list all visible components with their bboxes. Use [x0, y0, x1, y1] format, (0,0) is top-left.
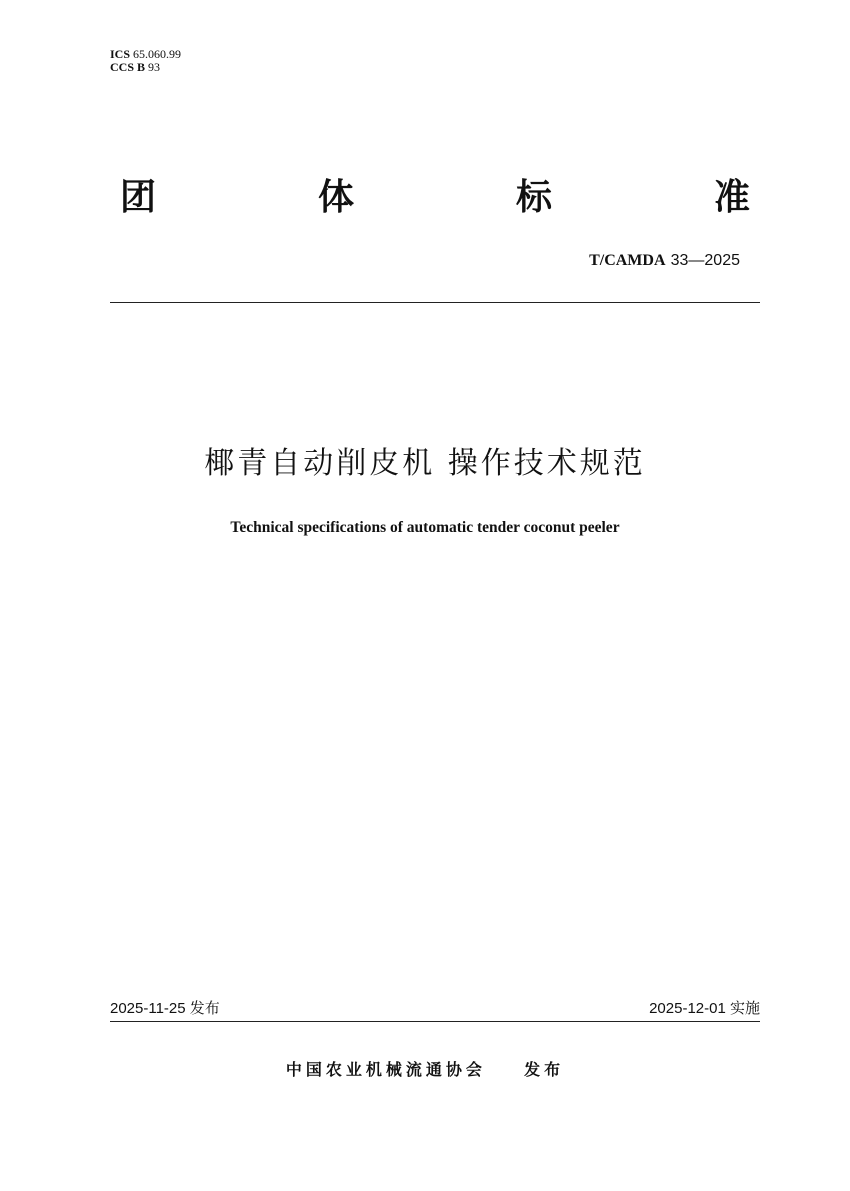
classification-codes	[110, 48, 181, 74]
standard-type-char: 体	[317, 177, 354, 218]
top-divider	[110, 302, 760, 303]
publisher-line	[0, 1059, 850, 1081]
ics-label: ICS	[110, 47, 131, 61]
bottom-divider	[110, 1021, 760, 1022]
issue-date: 2025-11-25 发布	[110, 1000, 220, 1017]
title-chinese: 椰青自动削皮机 操作技术规范	[204, 446, 646, 481]
ccs-line	[110, 61, 181, 74]
implementation-date: 2025-12-01 实施	[649, 1000, 760, 1017]
title-english: Technical specifications of automatic tender coconut peeler	[230, 519, 620, 536]
publisher-name: 中国农业机械流通协会	[285, 1060, 486, 1079]
standard-type-char: 准	[713, 177, 750, 218]
standard-code	[589, 250, 740, 271]
standard-code-prefix: T/CAMDA	[589, 252, 666, 269]
ccs-label: CCS B	[110, 60, 146, 74]
ics-code: 65.060.99	[133, 47, 182, 61]
standard-type-heading	[120, 176, 750, 220]
standard-code-number: 33—2025	[670, 252, 740, 269]
standard-type-char: 团	[120, 177, 157, 218]
publisher-action: 发布	[524, 1060, 565, 1079]
standard-type-char: 标	[515, 177, 552, 218]
ccs-code: 93	[148, 60, 161, 74]
